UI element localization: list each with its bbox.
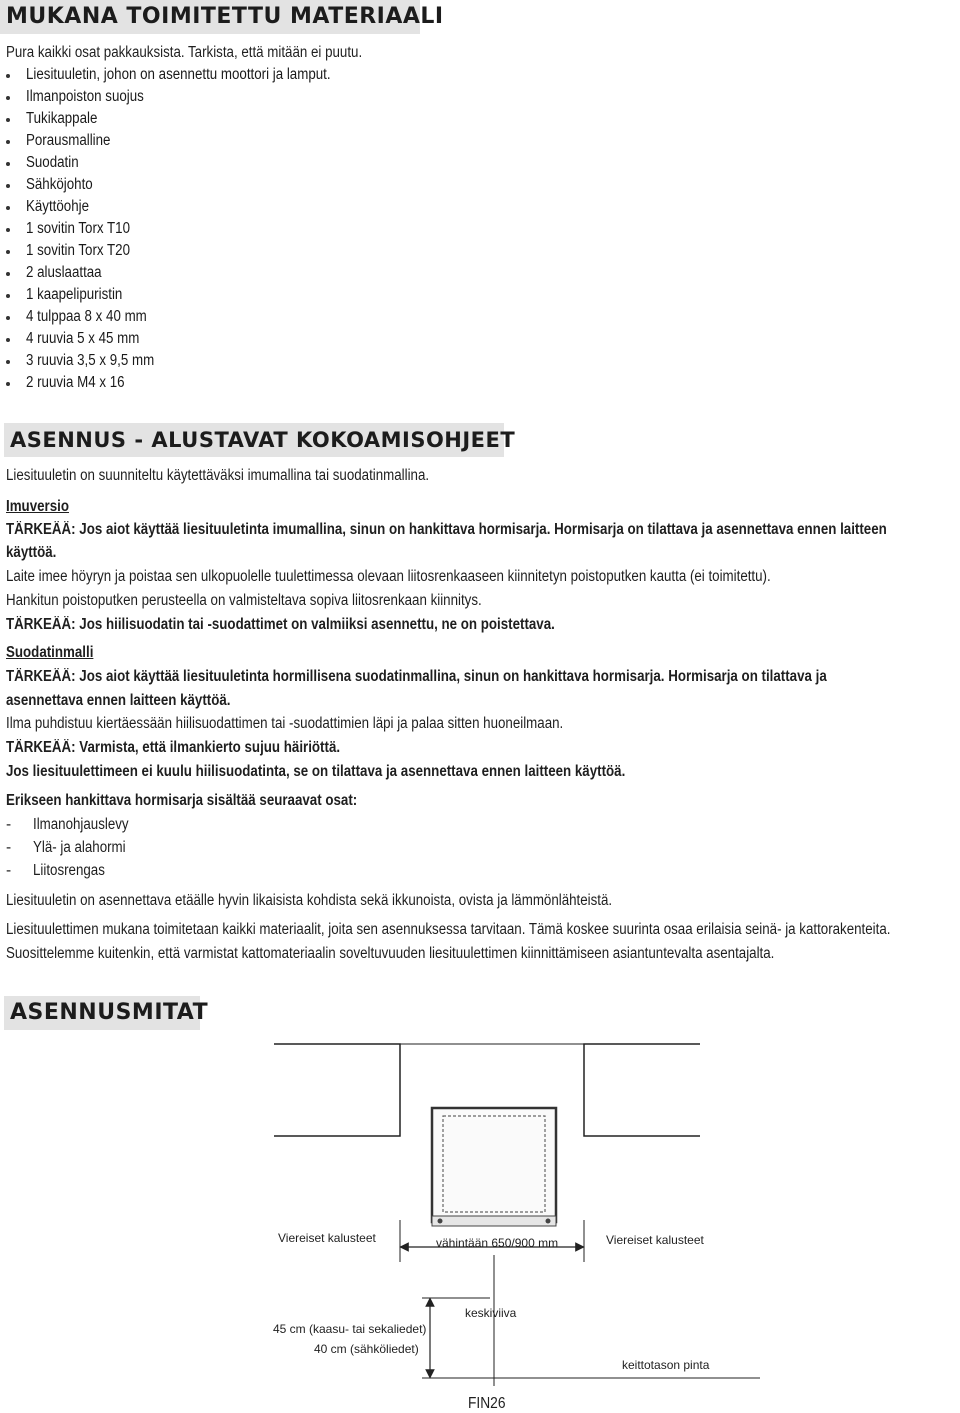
filter-important-1b: asennettava ennen laitteen käyttöä. <box>6 692 231 709</box>
list-item: Ilmanpoiston suojus <box>6 86 380 108</box>
list-item: 2 ruuvia M4 x 16 <box>6 372 380 394</box>
right-cabinet <box>584 1044 700 1136</box>
bullet-icon <box>6 162 10 166</box>
list-item: 1 sovitin Torx T10 <box>6 218 380 240</box>
page-number: FIN26 <box>468 1395 506 1412</box>
bullet-icon <box>6 272 10 276</box>
list-item: 3 ruuvia 3,5 x 9,5 mm <box>6 350 380 372</box>
dimensions-heading: ASENNUSMITAT <box>4 996 200 1030</box>
kit-title: Erikseen hankittava hormisarja sisältää seuraavat osat: <box>6 792 358 809</box>
list-item: 1 kaapelipuristin <box>6 284 380 306</box>
bullet-icon <box>6 250 10 254</box>
list-item: - Ylä- ja alahormi <box>6 837 141 859</box>
bullet-icon <box>6 338 10 342</box>
installation-dimensions-diagram <box>0 1040 960 1390</box>
list-item: 4 ruuvia 5 x 45 mm <box>6 328 380 350</box>
filter-title: Suodatinmalli <box>6 644 94 661</box>
bullet-icon <box>6 228 10 232</box>
center-line-label: keskiviiva <box>465 1306 517 1320</box>
filter-important-1a: TÄRKEÄÄ: Jos aiot käyttää liesituuletinta hormillisena suodatinmallina, sinun on hankittava hormisarja. Hormisarja on tilattava ja <box>6 668 827 685</box>
bullet-icon <box>6 118 10 122</box>
imu-important-1a: TÄRKEÄÄ: Jos aiot käyttää liesituuletinta imumallina, sinun on hankittava hormisarja. Hormisarja on tilattava ja asennettava ennen laitteen <box>6 521 887 538</box>
bullet-icon <box>6 316 10 320</box>
placement-text: Liesituuletin on asennettava etäälle hyvin likaisista kohdista sekä ikkunoista, ovista ja lämmönlähteistä. <box>6 892 613 909</box>
list-item: Tukikappale <box>6 108 380 130</box>
dash-marker: - <box>6 862 12 879</box>
installation-intro: Liesituuletin on suunniteltu käytettäväksi imumallina tai suodatinmallina. <box>6 467 430 484</box>
hood-outline <box>432 1108 556 1226</box>
dash-marker: - <box>6 839 12 856</box>
materials-intro: Pura kaikki osat pakkauksista. Tarkista, että mitään ei puutu. <box>6 44 363 61</box>
imu-important-2: TÄRKEÄÄ: Jos hiilisuodatin tai -suodattimet on valmiiksi asennettu, ne on poistettava. <box>6 616 555 633</box>
list-item: - Ilmanohjauslevy <box>6 814 144 836</box>
left-cabinet-label: Viereiset kalusteet <box>278 1231 376 1245</box>
cooktop-label: keittotason pinta <box>622 1358 710 1372</box>
list-item: Käyttöohje <box>6 196 380 218</box>
filter-important-2: TÄRKEÄÄ: Varmista, että ilmankierto sujuu häiriöttä. <box>6 739 341 756</box>
installation-heading: ASENNUS - ALUSTAVAT KOKOAMISOHJEET <box>4 423 504 457</box>
bullet-icon <box>6 360 10 364</box>
electric-height-label: 40 cm (sähköliedet) <box>314 1342 419 1356</box>
bullet-icon <box>6 96 10 100</box>
bullet-icon <box>6 184 10 188</box>
imuversio-title: Imuversio <box>6 498 69 515</box>
materials-note-2: Suosittelemme kuitenkin, että varmistat kattomateriaalin soveltuvuuden liesituulettimen kiinnittämiseen asiantuntevalta asentajalta. <box>6 945 775 962</box>
list-item: Liesituuletin, johon on asennettu moottori ja lamput. <box>6 64 380 86</box>
gas-height-label: 45 cm (kaasu- tai sekaliedet) <box>273 1322 427 1336</box>
list-item: 1 sovitin Torx T20 <box>6 240 380 262</box>
imu-text-1: Laite imee höyryn ja poistaa sen ulkopuolelle tuulettimessa olevaan liitosrenkaaseen kiinnitetyn poistoputken kautta (ei toimitettu). <box>6 568 771 585</box>
list-item: 2 aluslaattaa <box>6 262 380 284</box>
filter-text-1: Ilma puhdistuu kiertäessään hiilisuodattimen tai -suodattimien läpi ja palaa sitten huoneilmaan. <box>6 715 564 732</box>
list-item: Porausmalline <box>6 130 380 152</box>
list-item: Sähköjohto <box>6 174 380 196</box>
list-item: 4 tulppaa 8 x 40 mm <box>6 306 380 328</box>
bullet-icon <box>6 382 10 386</box>
bullet-icon <box>6 140 10 144</box>
bullet-icon <box>6 74 10 78</box>
imu-text-2: Hankitun poistoputken perusteella on valmisteltava sopiva liitosrenkaan kiinnitys. <box>6 592 482 609</box>
materials-note-1: Liesituulettimen mukana toimitetaan kaikki materiaalit, joita sen asennuksessa tarvitaan. Tämä koskee suurinta osaa erilaisia seinä- ja kattorakenteita. <box>6 921 891 938</box>
imu-important-1b: käyttöä. <box>6 544 57 561</box>
filter-important-3: Jos liesituulettimeen ei kuulu hiilisuodatinta, se on tilattava ja asennettava ennen laitteen käyttöä. <box>6 763 626 780</box>
list-item: - Liitosrengas <box>6 860 117 882</box>
materials-heading: MUKANA TOIMITETTU MATERIAALI <box>0 0 420 34</box>
left-cabinet <box>274 1044 400 1136</box>
bullet-icon <box>6 206 10 210</box>
min-width-label: vähintään 650/900 mm <box>436 1236 559 1250</box>
materials-list <box>6 64 380 394</box>
right-cabinet-label: Viereiset kalusteet <box>606 1233 704 1247</box>
dash-marker: - <box>6 816 12 833</box>
bullet-icon <box>6 294 10 298</box>
list-item: Suodatin <box>6 152 380 174</box>
